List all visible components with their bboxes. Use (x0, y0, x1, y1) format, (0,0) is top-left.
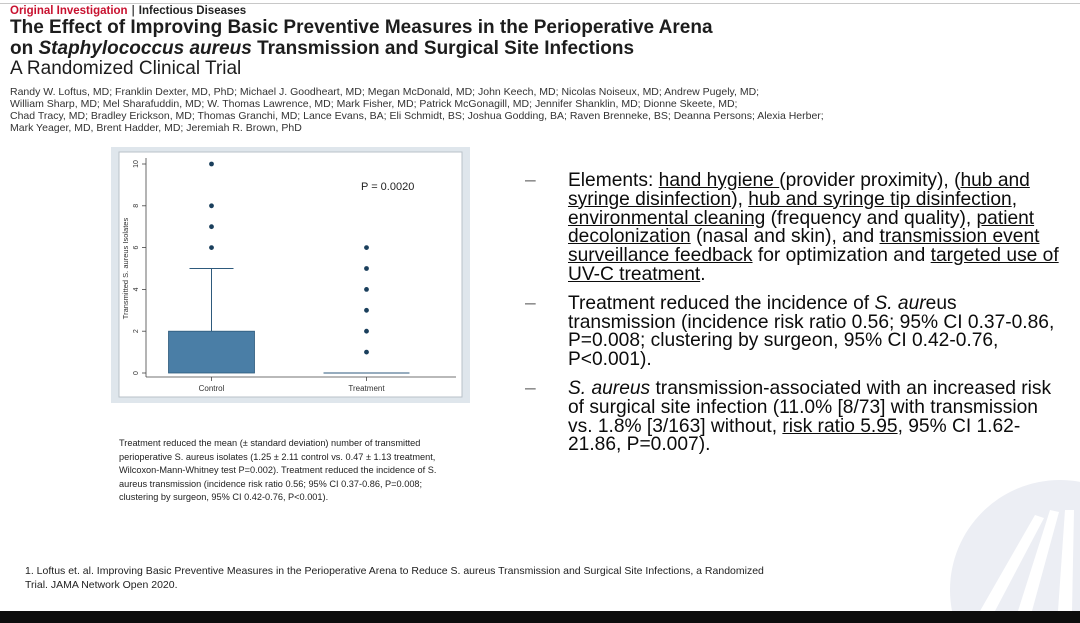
bullet-text: (frequency and quality), (765, 207, 977, 229)
y-tick-label: 8 (132, 203, 140, 208)
title-line-1: The Effect of Improving Basic Preventive Measures in the Perioperative Arena (10, 17, 713, 38)
outlier-point (209, 224, 214, 229)
reference-footnote: 1. Loftus et. al. Improving Basic Preventive Measures in the Perioperative Arena to Reduce S. aureus Transmission and Surgical Site Infections, a Randomized Trial. JAMA Network Open 2020. (25, 565, 764, 591)
bullet-treatment-effect (525, 292, 1065, 371)
bullet-text: , 95% CI 1.62-21.86, P=0.007). (568, 415, 1021, 456)
title-organism: Staphylococcus aureus (38, 38, 252, 59)
bullet-underlined: patient decolonization (568, 207, 1035, 248)
article-title (10, 17, 1070, 59)
bullet-text: ), (731, 188, 749, 210)
bullet-text: Elements: (568, 170, 659, 191)
outlier-point (209, 162, 214, 167)
outlier-point (364, 245, 369, 250)
bullet-underlined: hub and syringe tip disinfection (748, 188, 1012, 210)
p-value-annotation: P = 0.0020 (361, 181, 415, 193)
bullet-underlined: hand hygiene (658, 170, 780, 191)
bullet-text: for optimization and (752, 245, 931, 267)
bullet-dash: – (525, 170, 536, 191)
bullet-italic: S. aureus (568, 377, 651, 399)
author-line: William Sharp, MD; Mel Sharafuddin, MD; W. Thomas Lawrence, MD; Mark Fisher, MD; Patrick McGonagill, MD; Jennifer Shanklin, MD; Dionne Skeete, MD; (10, 98, 738, 110)
y-tick-label: 4 (132, 287, 140, 292)
bottom-bar (0, 611, 1080, 623)
outlier-point (364, 350, 369, 355)
outlier-point (364, 308, 369, 313)
outlier-point (209, 203, 214, 208)
section-separator: | (131, 5, 135, 17)
outlier-point (364, 329, 369, 334)
author-line: Chad Tracy, MD; Bradley Erickson, MD; Thomas Granchi, MD; Lance Evans, BA; Eli Schmidt, BS; Joshua Godding, BA; Raven Brenneke, BS; Deanna Persons; Alexia Herber; (10, 110, 824, 122)
bullet-text: , (1011, 188, 1018, 210)
logo-watermark (940, 470, 1080, 611)
bullet-ssi-risk (525, 377, 1065, 456)
y-axis-label: Transmitted S. aureus Isolates (121, 217, 130, 320)
bullet-italic: S. aur (874, 292, 926, 314)
bullet-dash: – (525, 377, 536, 399)
bullet-underlined: environmental cleaning (568, 207, 766, 229)
title-line-2-pre: on (10, 38, 39, 59)
bullet-elements (525, 172, 1065, 285)
x-tick-label: Control (198, 384, 225, 393)
section-label (10, 5, 246, 17)
outlier-point (209, 245, 214, 250)
bullet-underlined: targeted use of UV-C treatment (568, 245, 1059, 285)
x-tick-label: Treatment (348, 384, 385, 393)
y-tick-label: 10 (132, 160, 140, 168)
bullet-text: (provider proximity), ( (779, 170, 961, 191)
bullet-underlined: transmission event surveillance feedback (568, 226, 1040, 267)
outlier-point (364, 287, 369, 292)
box-plot (111, 147, 470, 403)
section-primary: Original Investigation (10, 5, 128, 17)
bullet-dash: – (525, 292, 536, 314)
figure-caption: Treatment reduced the mean (± standard deviation) number of transmitted perioperative S. aureus isolates (1.25 ± 2.11 control vs. 0.47 ± 1.13 treatment, Wilcoxon-Mann-Whitney test P=0.002). Treatment reduced the incidence of S. aureus transmission (incidence risk ratio 0.56; 95% CI 0.37-0.86, P=0.008; clustering by surgeon, 95% CI 0.42-0.76, P<0.001). (119, 438, 437, 503)
bullet-text: Treatment reduced the incidence of (568, 292, 875, 314)
section-secondary: Infectious Diseases (138, 5, 247, 17)
bullet-text: (nasal and skin), and (690, 226, 880, 248)
title-line-2 (10, 38, 1070, 59)
title-line-2-post: Transmission and Surgical Site Infections (251, 38, 635, 59)
bullet-underlined: hub and syringe disinfection (568, 170, 1030, 210)
y-tick-label: 2 (132, 329, 140, 334)
author-list (10, 86, 1075, 134)
article-subtitle: A Randomized Clinical Trial (10, 58, 242, 79)
bullet-list (525, 172, 1065, 465)
bullet-text: eus transmission (incidence risk ratio 0.56; 95% CI 0.37-0.86, P=0.008; clustering by surgeon, 95% CI 0.42-0.76, P<0.001). (568, 292, 1055, 371)
y-tick-label: 6 (132, 245, 140, 250)
box-control (169, 331, 255, 373)
author-line: Randy W. Loftus, MD; Franklin Dexter, MD, PhD; Michael J. Goodheart, MD; Megan McDonald, MD; John Keech, MD; Nicolas Noiseux, MD; Andrew Pugely, MD; (10, 86, 760, 98)
outlier-point (364, 266, 369, 271)
bullet-text: . (700, 263, 706, 285)
bullet-text: transmission-associated with an increased risk of surgical site infection (11.0% [8/73] with transmission vs. 1.8% [3/163] without, (568, 377, 1052, 437)
bullet-underlined: risk ratio 5.95 (782, 415, 898, 437)
box-plot-svg (111, 147, 470, 403)
author-line: Mark Yeager, MD, Brent Hadder, MD; Jeremiah R. Brown, PhD (10, 122, 302, 134)
header-rule (0, 3, 1080, 4)
y-tick-label: 0 (132, 371, 140, 375)
